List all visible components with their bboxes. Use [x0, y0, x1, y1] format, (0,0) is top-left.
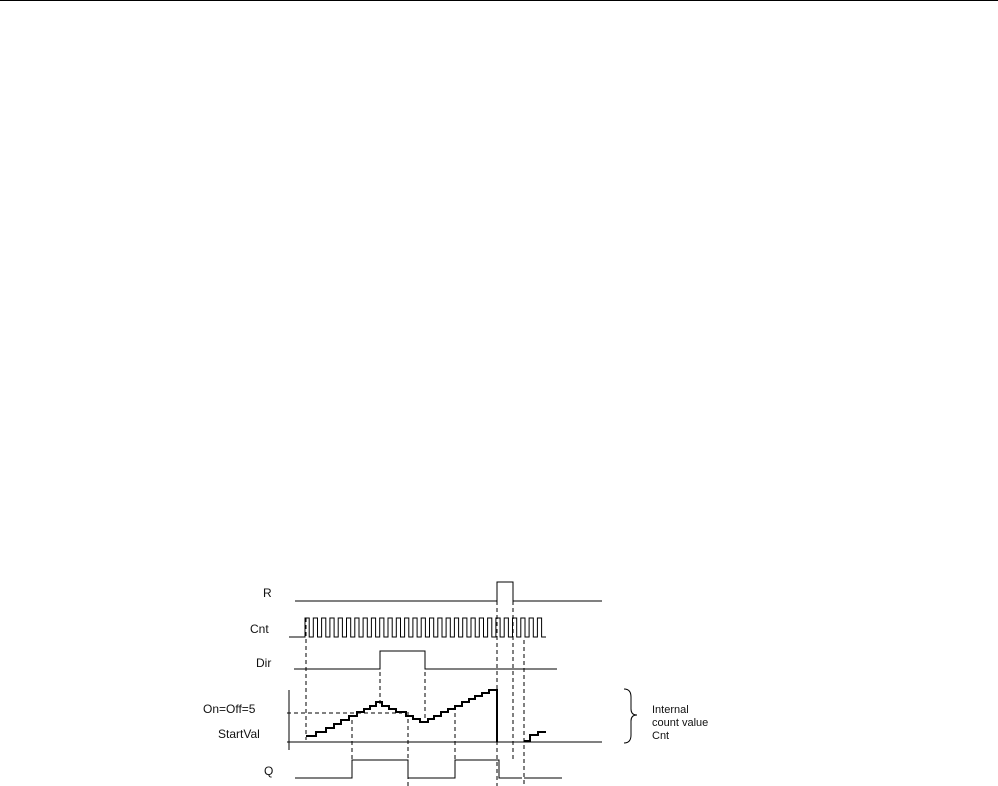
annotation-line-1: Internal — [652, 704, 689, 716]
signal-label-r: R — [263, 586, 272, 600]
cnt-waveform — [289, 618, 546, 637]
count-staircase — [306, 690, 497, 742]
start-value-label: StartVal — [218, 727, 260, 741]
count-staircase-restart — [524, 732, 546, 741]
threshold-label: On=Off=5 — [203, 702, 256, 716]
annotation-brace — [624, 689, 637, 743]
signal-label-cnt: Cnt — [250, 622, 269, 636]
signal-label-q: Q — [264, 764, 274, 778]
annotation-line-3: Cnt — [652, 730, 670, 742]
signal-label-dir: Dir — [256, 656, 272, 670]
r-waveform — [295, 582, 602, 601]
annotation-line-2: count value — [652, 717, 709, 729]
